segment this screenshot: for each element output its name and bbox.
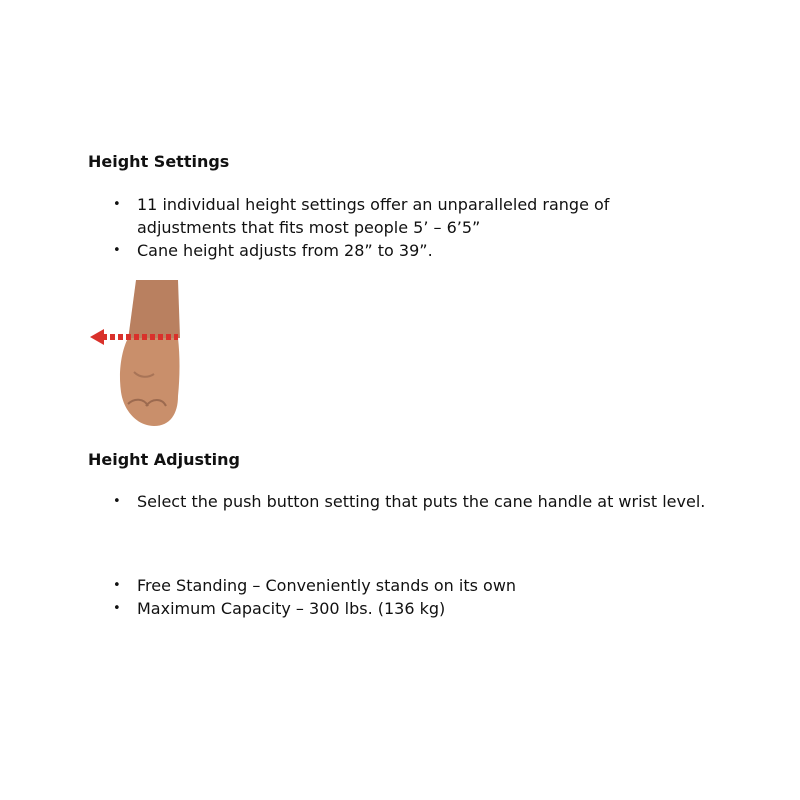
bullet-text: 11 individual height settings offer an unparalleled range of adjustments that fits most people 5’ – 6’5” <box>137 195 610 237</box>
arrow-left-icon <box>90 329 104 345</box>
list-item <box>108 574 708 597</box>
bullet-text: Maximum Capacity – 300 lbs. (136 kg) <box>137 599 446 618</box>
bullet-text: Free Standing – Conveniently stands on its own <box>137 576 517 595</box>
list-item <box>108 490 708 513</box>
bullet-icon: • <box>113 243 121 258</box>
height-settings-heading: Height Settings <box>88 152 230 171</box>
wrist-level-hand-icon <box>88 280 198 428</box>
bullet-text: Select the push button setting that puts the cane handle at wrist level. <box>137 492 706 511</box>
height-settings-list <box>108 193 708 262</box>
features-list <box>108 574 708 620</box>
fist-shape <box>120 338 180 426</box>
forearm-shape <box>128 280 180 340</box>
bullet-icon: • <box>113 197 121 212</box>
bullet-icon: • <box>113 494 121 509</box>
list-item <box>108 193 708 239</box>
height-adjusting-list <box>108 490 708 513</box>
bullet-icon: • <box>113 578 121 593</box>
list-item <box>108 597 708 620</box>
list-item <box>108 239 708 262</box>
height-adjusting-heading: Height Adjusting <box>88 450 240 469</box>
bullet-icon: • <box>113 601 121 616</box>
bullet-text: Cane height adjusts from 28” to 39”. <box>137 241 433 260</box>
